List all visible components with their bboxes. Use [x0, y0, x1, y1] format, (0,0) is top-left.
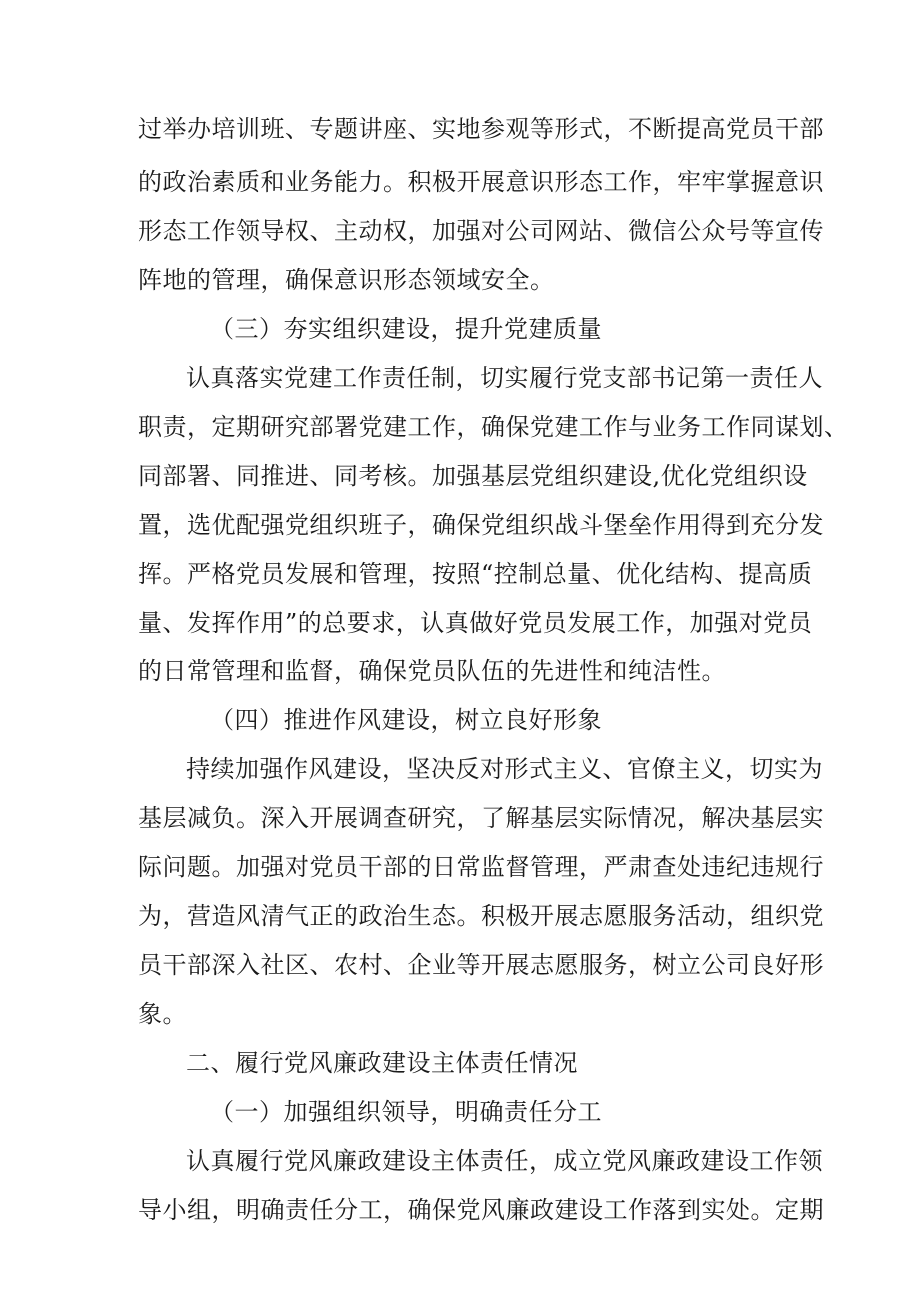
body-text-line: 为，营造风清气正的政治生态。积极开展志愿服务活动，组织党 — [138, 902, 824, 930]
body-text-line: 职责，定期研究部署党建工作，确保党建工作与业务工作同谋划、 — [138, 413, 849, 441]
body-text-line: 持续加强作风建设，坚决反对形式主义、官僚主义，切实为 — [186, 755, 823, 783]
body-text-line: 形态工作领导权、主动权，加强对公司网站、微信公众号等宣传 — [138, 217, 824, 245]
section-heading: （四）推进作风建设，树立良好形象 — [210, 706, 602, 734]
body-text-line: 导小组，明确责任分工，确保党风廉政建设工作落到实处。定期 — [138, 1196, 824, 1224]
body-text-line: 象。 — [138, 1000, 187, 1028]
body-text-line: 认真履行党风廉政建设主体责任，成立党风廉政建设工作领 — [186, 1147, 823, 1175]
body-text-line: 认真落实党建工作责任制，切实履行党支部书记第一责任人 — [186, 364, 823, 392]
body-text-line: 置，选优配强党组织班子，确保党组织战斗堡垒作用得到充分发 — [138, 511, 824, 539]
body-text-line: 际问题。加强对党员干部的日常监督管理，严肃查处违纪违规行 — [138, 853, 824, 881]
section-heading: （三）夯实组织建设，提升党建质量 — [210, 315, 602, 343]
section-heading: （一）加强组织领导，明确责任分工 — [210, 1098, 602, 1126]
body-text-line: 挥。严格党员发展和管理，按照“控制总量、优化结构、提高质 — [138, 560, 813, 588]
body-text-line: 基层减负。深入开展调查研究，了解基层实际情况，解决基层实 — [138, 804, 824, 832]
body-text-line: 阵地的管理，确保意识形态领域安全。 — [138, 266, 555, 294]
body-text-line: 同部署、同推进、同考核。加强基层党组织建设,优化党组织设 — [138, 462, 808, 490]
body-text-line: 员干部深入社区、农村、企业等开展志愿服务，树立公司良好形 — [138, 951, 824, 979]
body-text-line: 的政治素质和业务能力。积极开展意识形态工作，牢牢掌握意识 — [138, 168, 824, 196]
body-text-line: 的日常管理和监督，确保党员队伍的先进性和纯洁性。 — [138, 657, 726, 685]
body-text-line: 过举办培训班、专题讲座、实地参观等形式，不断提高党员干部 — [138, 115, 824, 143]
chapter-heading: 二、履行党风廉政建设主体责任情况 — [186, 1049, 578, 1077]
body-text-line: 量、发挥作用”的总要求，认真做好党员发展工作，加强对党员 — [138, 609, 813, 637]
